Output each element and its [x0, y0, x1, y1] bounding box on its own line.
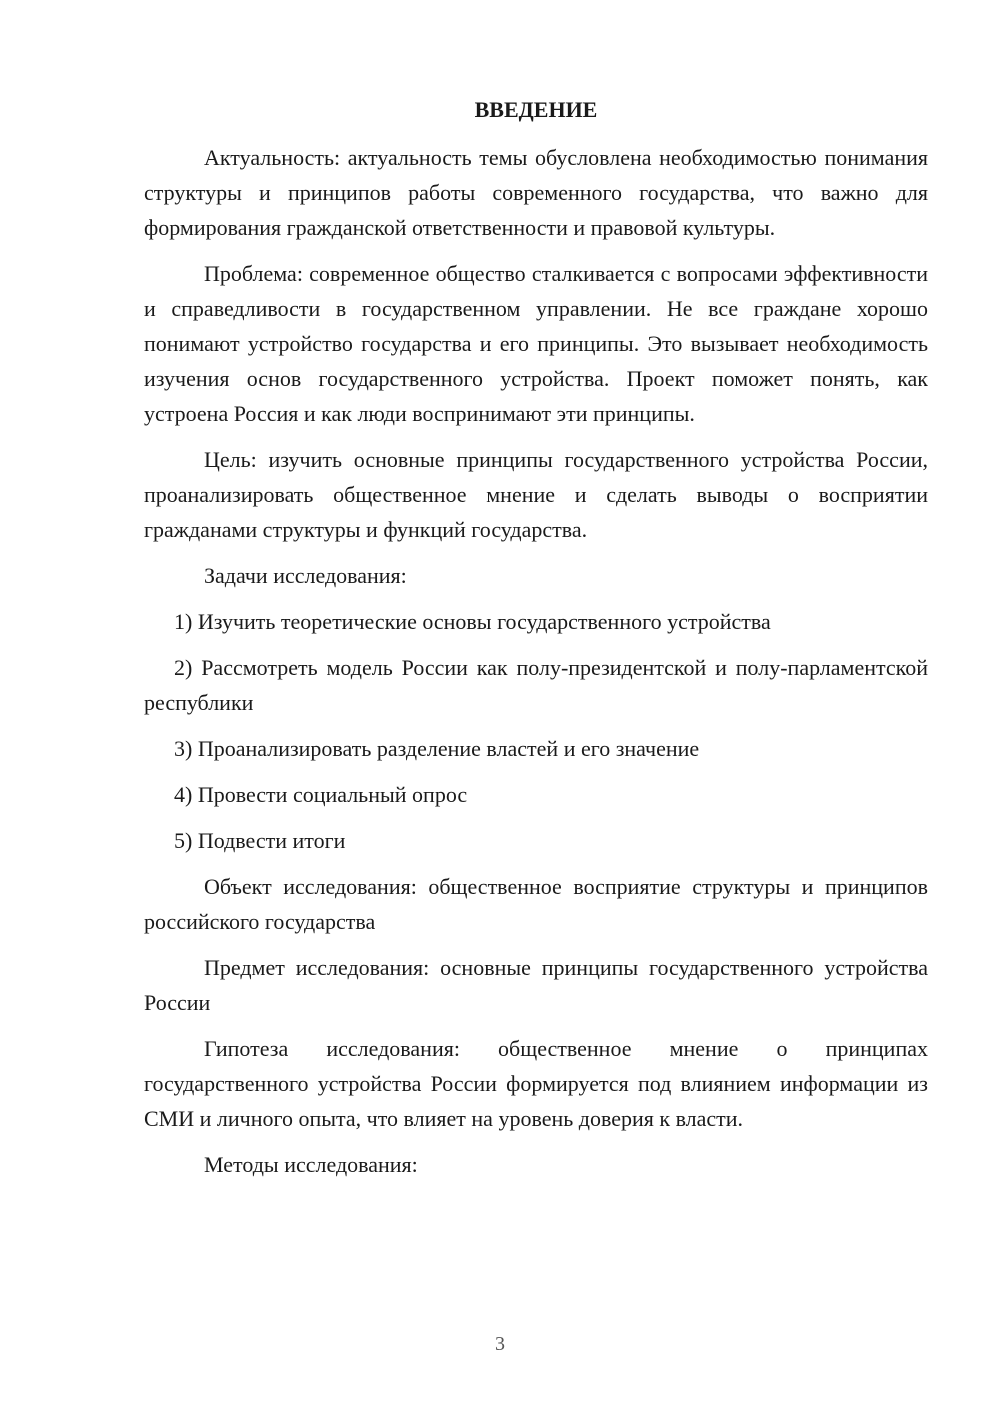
- paragraph-subject: Предмет исследования: основные принципы государственного устройства России: [144, 955, 928, 1015]
- task-item-3: 3) Проанализировать разделение властей и его значение: [174, 736, 700, 761]
- task-item-2: 2) Рассмотреть модель России как полу-президентской и полу-парламентской республики: [144, 655, 928, 715]
- paragraph-problem: Проблема: современное общество сталкивается с вопросами эффективности и справедливости в государственном управлении. Не все граждане хорошо понимают устройство государства и его принципы. Это вызывает необходимость изучения основ государственного устройства. Проект поможет понять, как устроена Россия и как люди воспринимают эти принципы.: [144, 261, 928, 426]
- task-item-5: 5) Подвести итоги: [174, 828, 346, 853]
- paragraph-relevance: Актуальность: актуальность темы обусловлена необходимостью понимания структуры и принципов работы современного государства, что важно для формирования гражданской ответственности и правовой культуры.: [144, 145, 928, 240]
- task-item-1: 1) Изучить теоретические основы государственного устройства: [174, 609, 771, 634]
- paragraph-object: Объект исследования: общественное восприятие структуры и принципов российского государства: [144, 874, 928, 934]
- document-page: [144, 92, 928, 1193]
- paragraph-hypothesis: Гипотеза исследования: общественное мнение о принципах государственного устройства России формируется под влиянием информации из СМИ и личного опыта, что влияет на уровень доверия к власти.: [144, 1036, 928, 1131]
- page-number: 3: [495, 1333, 505, 1355]
- paragraph-goal: Цель: изучить основные принципы государственного устройства России, проанализировать общественное мнение и сделать выводы о восприятии гражданами структуры и функций государства.: [144, 447, 928, 542]
- task-item-4: 4) Провести социальный опрос: [174, 782, 468, 807]
- paragraph-tasks-heading: Задачи исследования:: [204, 563, 407, 588]
- paragraph-methods-heading: Методы исследования:: [204, 1152, 418, 1177]
- section-title: ВВЕДЕНИЕ: [474, 97, 598, 122]
